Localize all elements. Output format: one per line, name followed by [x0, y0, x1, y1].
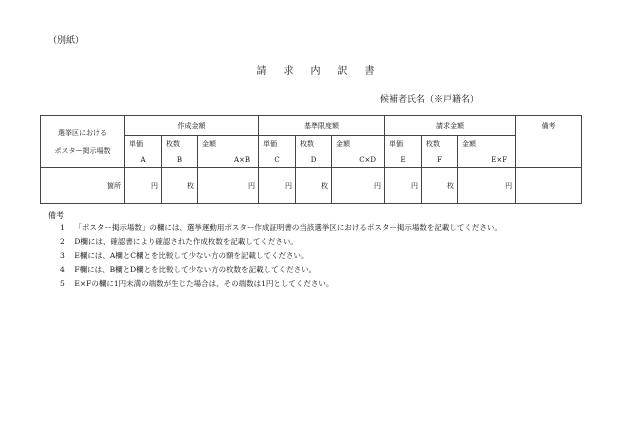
- unit-yen-cxd: 円: [332, 168, 385, 204]
- note-item: 4 F欄には、B欄とD欄とを比較して少ない方の枚数を記載してください。: [60, 265, 317, 274]
- posting-sites-header-line2: ポスター掲示場数: [54, 146, 111, 155]
- count-b-header: 枚数 B: [162, 136, 198, 168]
- unit-sheets-b: 枚: [162, 168, 198, 204]
- unit-sheets-d: 枚: [296, 168, 332, 204]
- amount-cxd-header: 金額 C×D: [332, 136, 385, 168]
- billing-breakdown-table: [40, 115, 582, 204]
- count-f-header: 枚数 F: [422, 136, 458, 168]
- notes-title: 備考: [48, 211, 64, 220]
- page-title: 請求内訳書: [256, 66, 392, 77]
- attachment-label: （別紙）: [48, 36, 85, 46]
- unit-yen-exf: 円: [458, 168, 516, 204]
- unit-price-a-header: 単価 A: [125, 136, 162, 168]
- claim-amount-header: 請求金額: [385, 116, 516, 136]
- remarks-header: 備考: [516, 116, 582, 168]
- candidate-name-label: 候補者氏名（※戸籍名）: [380, 95, 480, 105]
- posting-sites-header: [41, 116, 125, 168]
- note-item: 5 E×Fの欄に1円未満の端数が生じた場合は、その端数は1円としてください。: [60, 279, 334, 288]
- note-item: 1 「ポスター掲示場数」の欄には、選挙運動用ポスター作成証明書の当該選挙区におけるポスター掲示場数を記載してください。: [60, 223, 502, 232]
- remarks-cell: [516, 168, 582, 204]
- note-item: 3 E欄には、A欄とC欄とを比較して少ない方の額を記載してください。: [60, 251, 309, 260]
- unit-yen-a: 円: [125, 168, 162, 204]
- amount-axb-header: 金額 A×B: [198, 136, 259, 168]
- count-d-header: 枚数 D: [296, 136, 332, 168]
- posting-sites-header-line1: 選挙区における: [58, 128, 107, 137]
- unit-yen-c: 円: [259, 168, 296, 204]
- unit-yen-e: 円: [385, 168, 422, 204]
- unit-yen-axb: 円: [198, 168, 259, 204]
- unit-sites: 箇所: [41, 168, 125, 204]
- production-amount-header: 作成金額: [125, 116, 259, 136]
- standard-limit-header: 基準限度額: [259, 116, 385, 136]
- unit-price-e-header: 単価 E: [385, 136, 422, 168]
- amount-exf-header: 金額 E×F: [458, 136, 516, 168]
- unit-price-c-header: 単価 C: [259, 136, 296, 168]
- unit-sheets-f: 枚: [422, 168, 458, 204]
- note-item: 2 D欄には、確認書により確認された作成枚数を記載してください。: [60, 237, 298, 246]
